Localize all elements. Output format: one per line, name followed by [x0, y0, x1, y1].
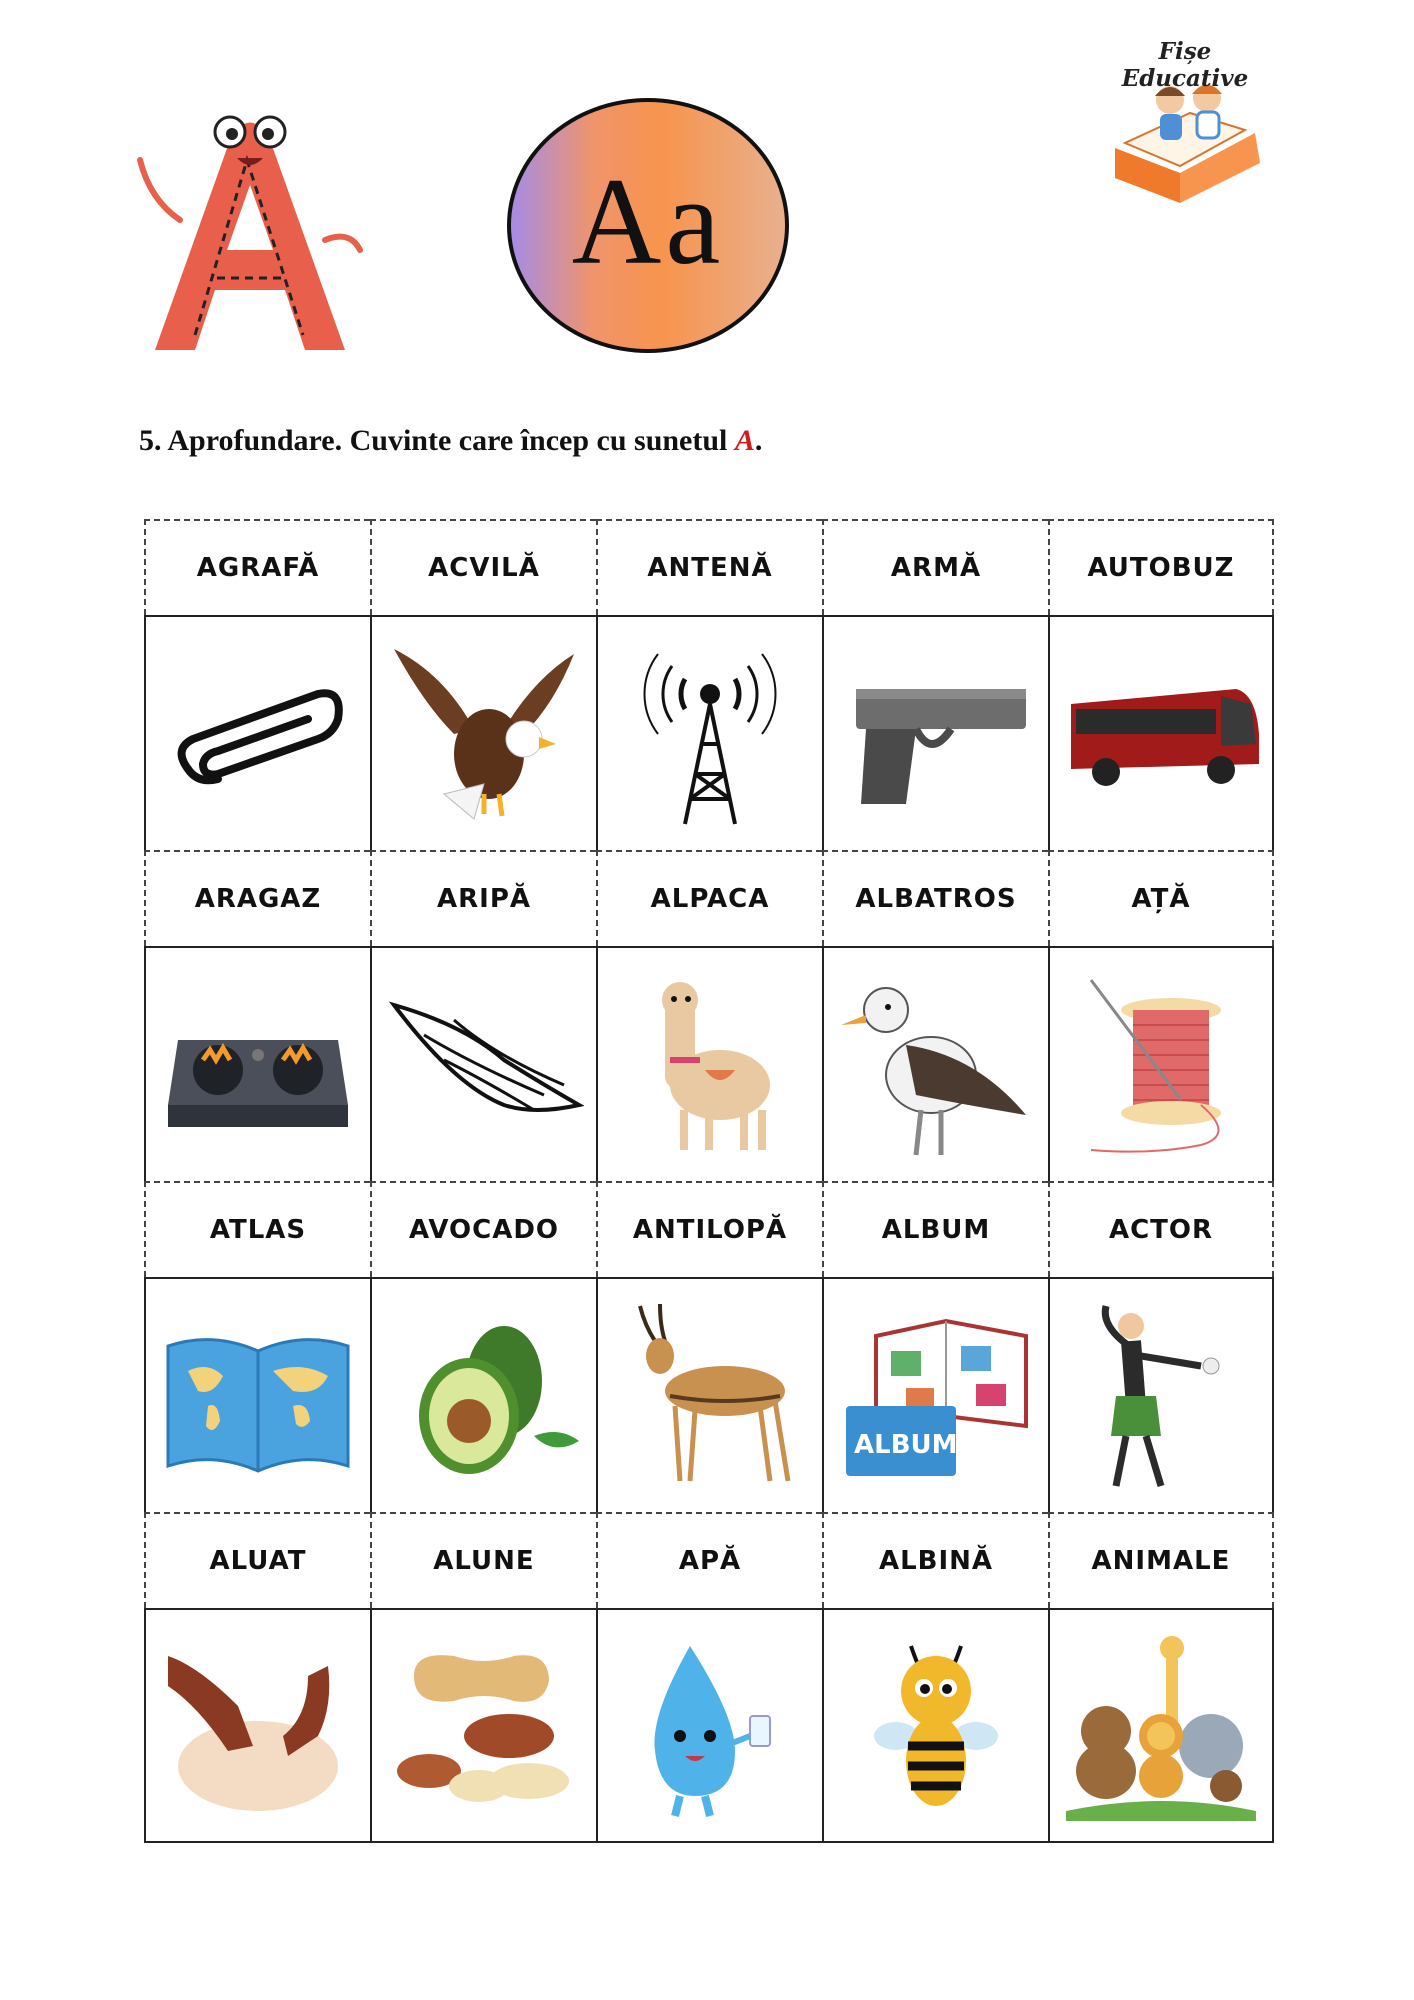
picture-cell [1048, 615, 1274, 850]
picture-cell [1048, 1277, 1274, 1512]
label-row-2 [144, 850, 1274, 946]
letter-circle [507, 98, 789, 353]
picture-cell [822, 946, 1048, 1181]
word-label: AUTOBUZ [1048, 519, 1274, 615]
image-row-2 [144, 946, 1274, 1181]
word-label: AGRAFĂ [144, 519, 370, 615]
word-label: ALUNE [370, 1512, 596, 1608]
label-row-1 [144, 519, 1274, 615]
wing-icon [384, 965, 584, 1165]
word-label: ALUAT [144, 1512, 370, 1608]
word-label: ALBATROS [822, 850, 1048, 946]
label-row-4 [144, 1512, 1274, 1608]
bee-icon [836, 1626, 1036, 1826]
word-label: ANIMALE [1048, 1512, 1274, 1608]
word-label: ARAGAZ [144, 850, 370, 946]
word-label: ALBINĂ [822, 1512, 1048, 1608]
world-atlas-icon [158, 1296, 358, 1496]
word-grid [144, 519, 1274, 1843]
image-row-4 [144, 1608, 1274, 1843]
image-row-1 [144, 615, 1274, 850]
picture-cell [822, 1608, 1048, 1843]
pistol-icon [836, 634, 1036, 834]
picture-cell [370, 1277, 596, 1512]
logo-text: Fișe Educative [1121, 38, 1249, 92]
picture-cell [822, 1277, 1048, 1512]
antenna-icon [610, 634, 810, 834]
picture-cell [596, 946, 822, 1181]
logo [1095, 38, 1275, 208]
picture-cell [1048, 1608, 1274, 1843]
big-letters: Aa [571, 152, 725, 290]
album-cover-text: ALBUM [854, 1429, 958, 1460]
paperclip-icon [158, 634, 358, 834]
animals-icon [1061, 1626, 1261, 1826]
word-label: ALBUM [822, 1181, 1048, 1277]
dough-icon [158, 1626, 358, 1826]
actor-icon [1061, 1296, 1261, 1496]
peanuts-icon [384, 1626, 584, 1826]
gas-stove-icon [158, 965, 358, 1165]
picture-cell [596, 615, 822, 850]
picture-cell [144, 1608, 370, 1843]
bus-icon [1061, 634, 1261, 834]
picture-cell [596, 1277, 822, 1512]
eagle-icon [384, 634, 584, 834]
word-label: ARIPĂ [370, 850, 596, 946]
water-drop-icon [610, 1626, 810, 1826]
letter-a-mascot-icon [135, 100, 365, 355]
albatross-icon [836, 965, 1036, 1165]
heading-end: . [754, 424, 763, 457]
thread-spool-icon [1061, 965, 1261, 1165]
picture-cell [370, 615, 596, 850]
picture-cell [822, 615, 1048, 850]
word-label: ARMĂ [822, 519, 1048, 615]
word-label: ANTENĂ [596, 519, 822, 615]
picture-cell [370, 946, 596, 1181]
picture-cell [596, 1608, 822, 1843]
word-label: ACVILĂ [370, 519, 596, 615]
word-label: ATLAS [144, 1181, 370, 1277]
label-row-3 [144, 1181, 1274, 1277]
word-label: AȚĂ [1048, 850, 1274, 946]
photo-album-icon [836, 1296, 1036, 1496]
word-label: AVOCADO [370, 1181, 596, 1277]
picture-cell [370, 1608, 596, 1843]
picture-cell [1048, 946, 1274, 1181]
picture-cell [144, 1277, 370, 1512]
heading-text: 5. Aprofundare. Cuvinte care încep cu sunetul [139, 424, 735, 457]
word-label: ANTILOPĂ [596, 1181, 822, 1277]
word-label: APĂ [596, 1512, 822, 1608]
word-label: ACTOR [1048, 1181, 1274, 1277]
alpaca-icon [610, 965, 810, 1165]
picture-cell [144, 946, 370, 1181]
exercise-heading [139, 424, 762, 458]
antelope-icon [610, 1296, 810, 1496]
avocado-icon [384, 1296, 584, 1496]
picture-cell [144, 615, 370, 850]
image-row-3 [144, 1277, 1274, 1512]
heading-accent-letter: A [734, 424, 755, 457]
word-label: ALPACA [596, 850, 822, 946]
